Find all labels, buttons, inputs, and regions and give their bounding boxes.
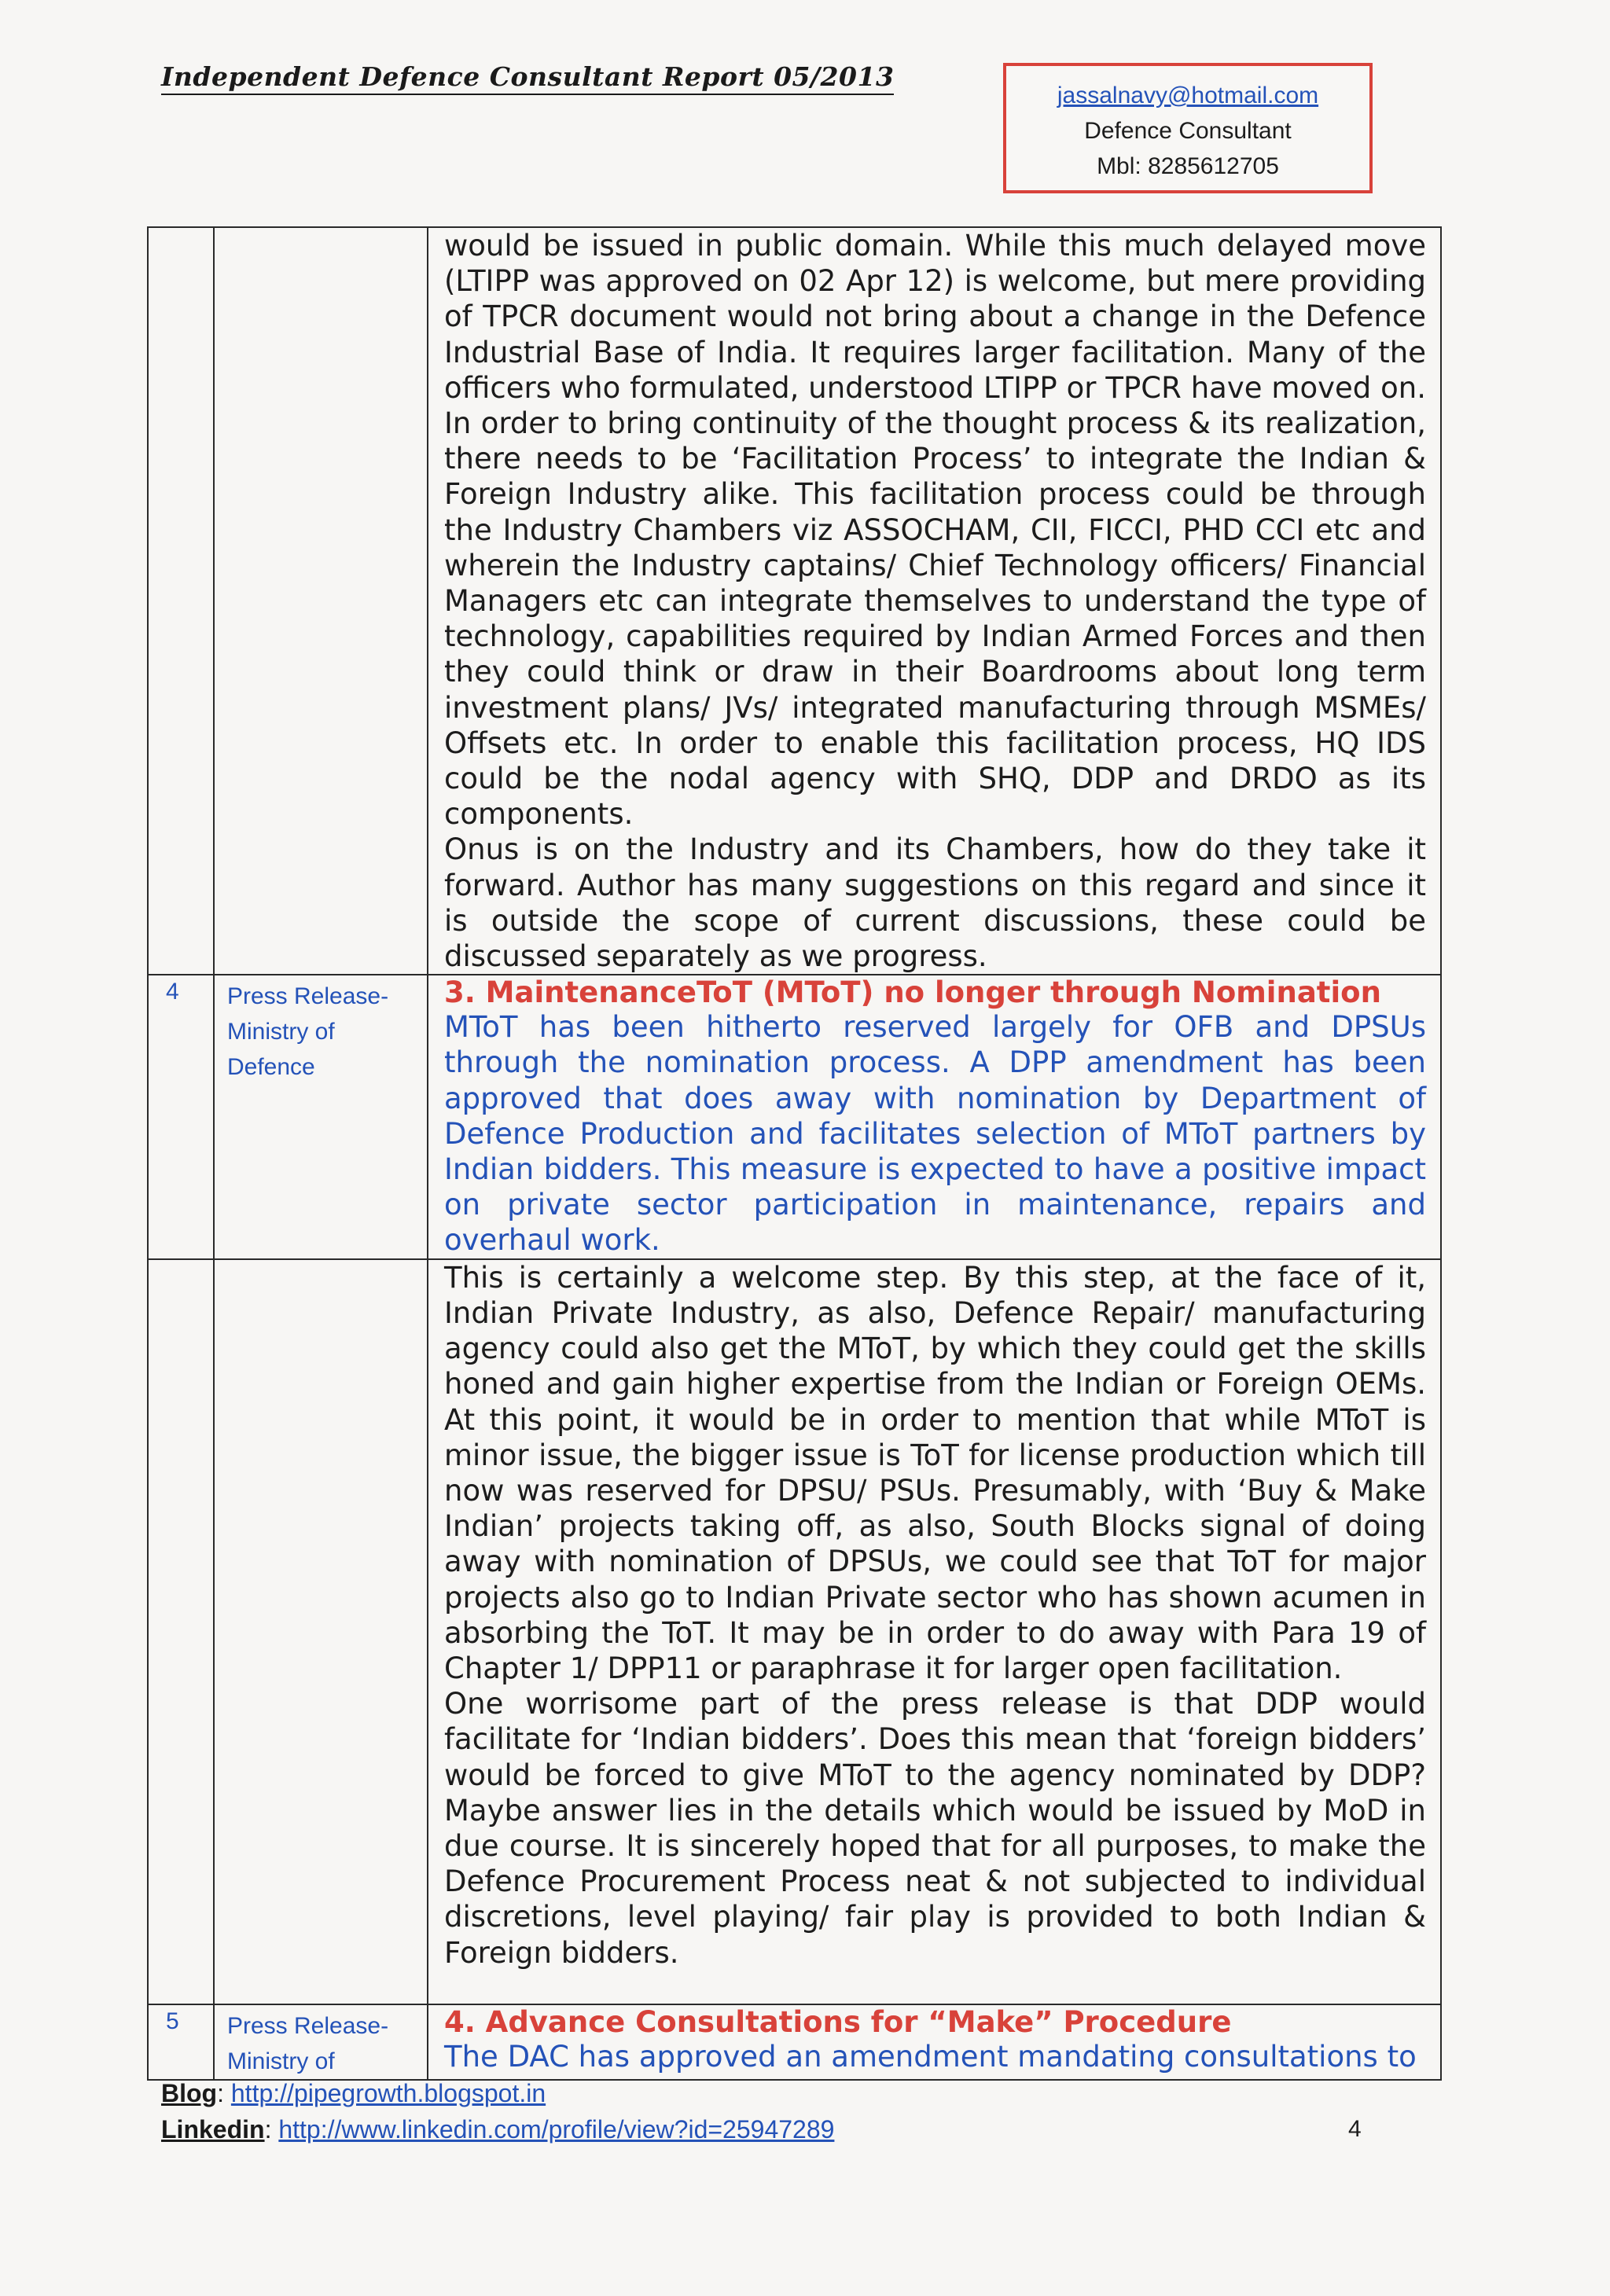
paragraph: Onus is on the Industry and its Chambers, how do they take it forward. Author has many suggestions on this regard and since it is outside the scope of current discussions, these could be discussed separately as we progress. bbox=[444, 832, 1426, 974]
contact-role: Defence Consultant bbox=[1084, 118, 1292, 144]
row-source: Press Release- Ministry of bbox=[214, 2004, 428, 2080]
paragraph: One worrisome part of the press release is that DDP would facilitate for ‘Indian bidders’. Does this mean that ‘foreign bidders’ would be forced to give MToT to the agency nominated by DDP? Maybe answer lies in the details which would be issued by MoD in due course. It is sincerely hoped that for all purposes, to make the Defence Procurement Process neat & not subjected to individual discretions, level playing/ fair play is provided to both Indian & Foreign bidders. bbox=[444, 1687, 1426, 1970]
report-title: Independent Defence Consultant Report 05/2013 bbox=[161, 61, 894, 95]
table-row bbox=[148, 975, 1441, 1258]
contact-email-link[interactable]: jassalnavy@hotmail.com bbox=[1057, 83, 1319, 108]
paragraph: MToT has been hitherto reserved largely for OFB and DPSUs through the nomination process. A DPP amendment has been approved that does away with nomination by Department of Defence Production and facilitates selection of MToT partners by Indian bidders. This measure is expected to have a positive impact on private sector participation in maintenance, repairs and overhaul work. bbox=[444, 1010, 1426, 1258]
row-number bbox=[148, 227, 214, 975]
paragraph: The DAC has approved an amendment mandating consultations to bbox=[444, 2039, 1417, 2074]
row-source: Press Release- Ministry of Defence bbox=[214, 975, 428, 1258]
page-number: 4 bbox=[1348, 2116, 1362, 2142]
section-heading: 4. Advance Consultations for “Make” Procedure bbox=[444, 2004, 1232, 2039]
row-content bbox=[428, 1259, 1441, 2004]
row-content bbox=[428, 2004, 1441, 2080]
table-row bbox=[148, 1259, 1441, 2004]
row-content bbox=[428, 975, 1441, 1258]
row-number: 5 bbox=[148, 2004, 214, 2080]
row-content bbox=[428, 227, 1441, 975]
blog-link[interactable]: http://pipegrowth.blogspot.in bbox=[230, 2079, 546, 2107]
row-source bbox=[214, 1259, 428, 2004]
row-source bbox=[214, 227, 428, 975]
section-heading: 3. MaintenanceToT (MToT) no longer through Nomination bbox=[444, 975, 1381, 1010]
contact-box bbox=[1003, 63, 1373, 193]
blog-label: Blog bbox=[161, 2079, 218, 2107]
footer bbox=[161, 2075, 834, 2147]
contact-mobile: Mbl: 8285612705 bbox=[1097, 153, 1279, 179]
linkedin-label: Linkedin bbox=[161, 2115, 265, 2144]
table-row bbox=[148, 227, 1441, 975]
row-number bbox=[148, 1259, 214, 2004]
paragraph: would be issued in public domain. While this much delayed move (LTIPP was approved on 02 Apr 12) is welcome, but mere providing of TPCR document would not bring about a change in the Defence Industrial Base of India. It requires larger facilitation. Many of the officers who formulated, understood LTIPP or TPCR have moved on. In order to bring continuity of the thought process & its realization, there needs to be ‘Facilitation Process’ to integrate the Indian & Foreign Industry alike. This facilitation process could be through the Industry Chambers viz ASSOCHAM, CII, FICCI, PHD CCI etc and wherein the Industry captains/ Chief Technology officers/ Financial Managers etc can integrate themselves to understand the type of technology, capabilities required by Indian Armed Forces and then they could think or draw in their Boardrooms about long term investment plans/ JVs/ integrated manufacturing through MSMEs/ Offsets etc. In order to enable this facilitation process, HQ IDS could be the nodal agency with SHQ, DDP and DRDO as its components. bbox=[444, 229, 1426, 832]
report-table bbox=[147, 226, 1442, 2081]
footer-linkedin: Linkedin: http://www.linkedin.com/profile/view?id=25947289 bbox=[161, 2115, 835, 2144]
paragraph: This is certainly a welcome step. By this step, at the face of it, Indian Private Industry, as also, Defence Repair/ manufacturing agency could also get the MToT, by which they could get the skills honed and gain higher expertise from the Indian or Foreign OEMs. At this point, it would be in order to mention that while MToT is minor issue, the bigger issue is ToT for license production which till now was reserved for DPSU/ PSUs. Presumably, with ‘Buy & Make Indian’ projects taking off, as also, South Blocks signal of doing away with nomination of DPSUs, we could see that ToT for major projects also go to Indian Private sector who has shown acumen in absorbing the ToT. It may be in order to do away with Para 19 of Chapter 1/ DPP11 or paraphrase it for larger open facilitation. bbox=[444, 1260, 1426, 1685]
table-row bbox=[148, 2004, 1441, 2080]
linkedin-link[interactable]: http://www.linkedin.com/profile/view?id=25947289 bbox=[278, 2115, 835, 2144]
footer-blog: Blog: http://pipegrowth.blogspot.in bbox=[161, 2079, 546, 2107]
row-number: 4 bbox=[148, 975, 214, 1258]
